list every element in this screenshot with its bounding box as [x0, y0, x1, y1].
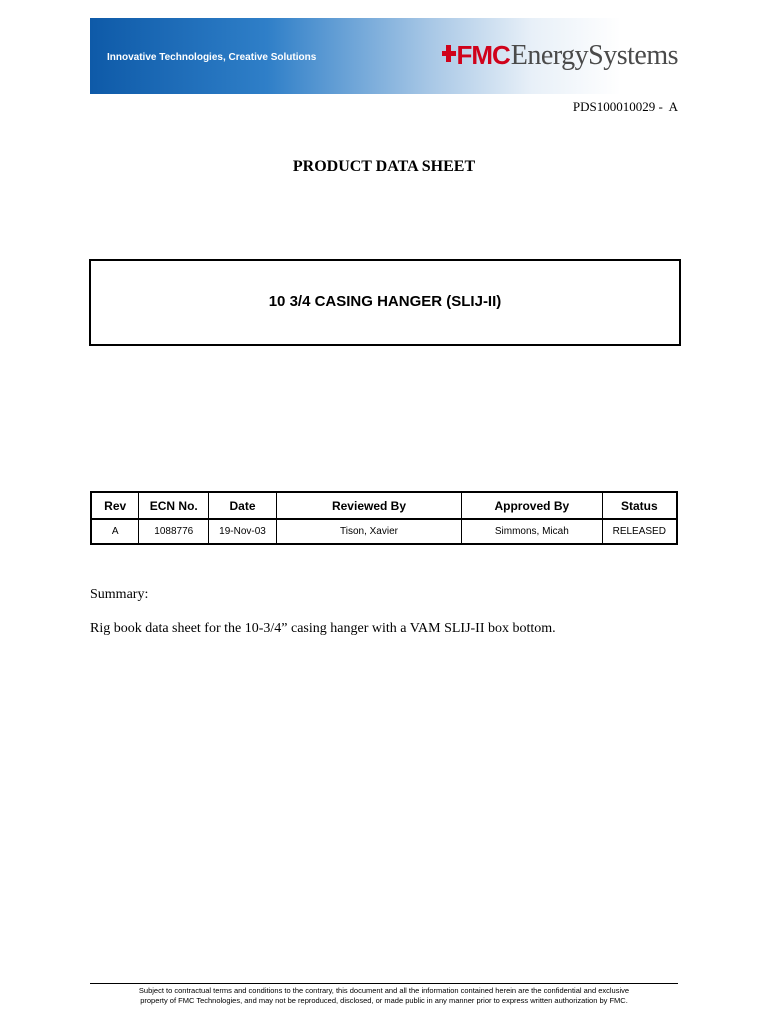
summary-label: Summary: — [90, 587, 149, 602]
logo-fmc-text: FMC — [442, 40, 509, 71]
document-number: PDS100010029 - A — [572, 99, 678, 114]
product-title: 10 3/4 CASING HANGER (SLIJ-II) — [268, 293, 502, 310]
cell-approved-by: Simmons, Micah — [462, 519, 602, 544]
logo-energy-systems-text: EnergySystems — [510, 40, 678, 71]
footer-line-2: property of FMC Technologies, and may not be reproduced, disclosed, or made public in any manner prior to express written authorization by FMC. — [140, 996, 628, 1005]
header-ecn-no: ECN No. — [139, 492, 209, 519]
header-status: Status — [602, 492, 677, 519]
footer-disclaimer — [90, 986, 678, 1006]
fmc-energy-systems-logo — [442, 40, 678, 72]
header-rev: Rev — [91, 492, 139, 519]
cell-date: 19-Nov-03 — [209, 519, 277, 544]
summary-text: Rig book data sheet for the 10-3/4” casing hanger with a VAM SLIJ-II box bottom. — [90, 621, 556, 636]
table-header-row — [91, 492, 677, 519]
page-title: PRODUCT DATA SHEET — [292, 158, 476, 175]
footer-divider — [90, 983, 678, 984]
cell-ecn-no: 1088776 — [139, 519, 209, 544]
header-approved-by: Approved By — [462, 492, 602, 519]
product-title-box — [89, 259, 681, 346]
revision-table — [90, 491, 678, 545]
banner-tagline: Innovative Technologies, Creative Solutions — [107, 52, 317, 63]
footer-line-1: Subject to contractual terms and conditions to the contrary, this document and all the information contained herein are the confidential and exclusive — [138, 986, 630, 995]
cell-reviewed-by: Tison, Xavier — [276, 519, 461, 544]
cell-rev: A — [91, 519, 139, 544]
cell-status: RELEASED — [602, 519, 677, 544]
header-reviewed-by: Reviewed By — [276, 492, 461, 519]
table-row — [91, 519, 677, 544]
header-date: Date — [209, 492, 277, 519]
header-banner — [90, 18, 680, 94]
